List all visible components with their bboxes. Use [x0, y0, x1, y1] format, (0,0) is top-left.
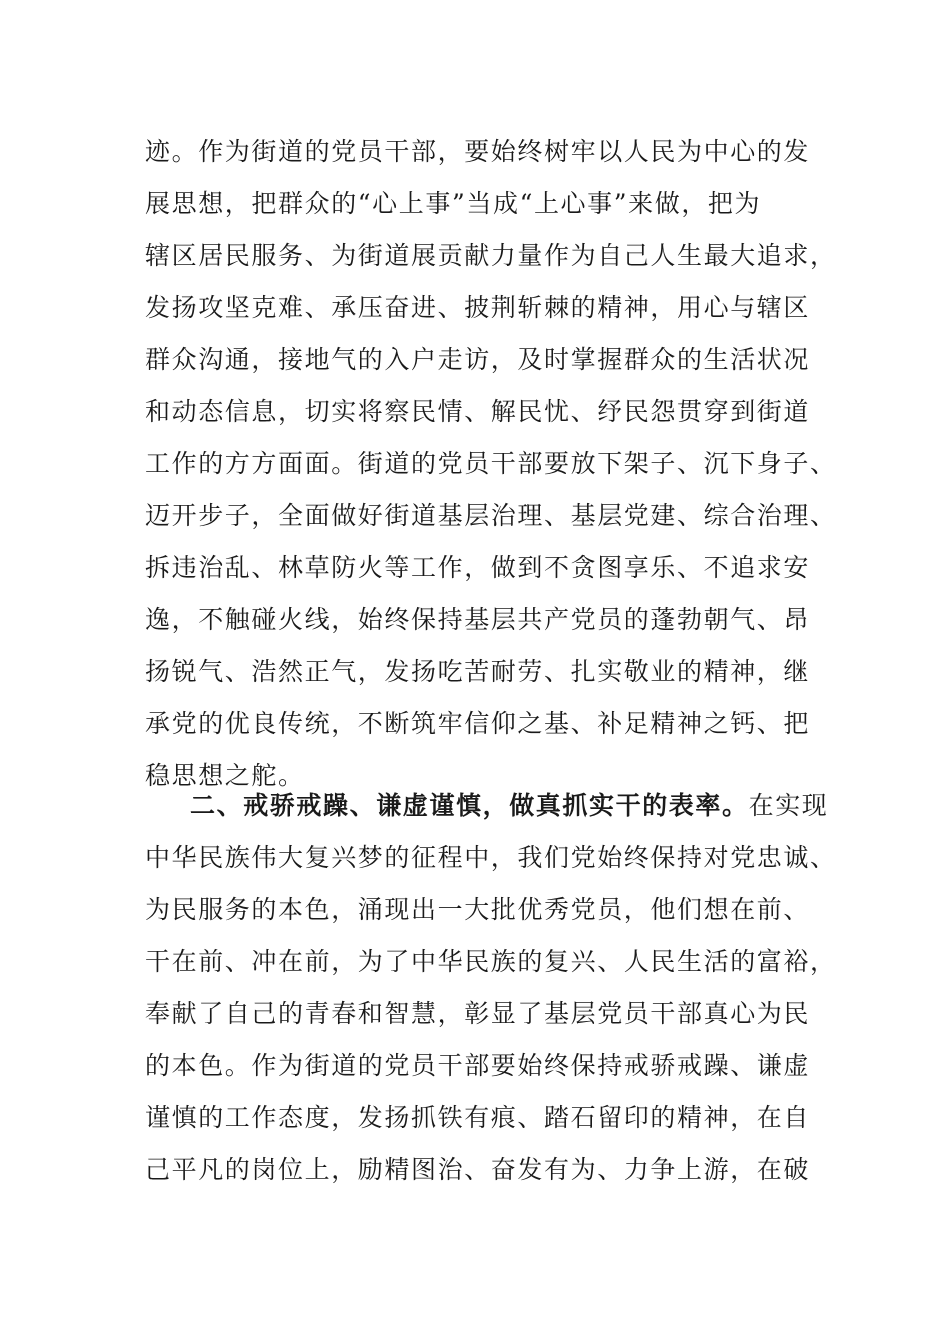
paragraph-line: 逸，不触碰火线，始终保持基层共产党员的蓬勃朝气、昂 [145, 605, 811, 634]
paragraph-line: 迈开步子，全面做好街道基层治理、基层党建、综合治理、 [145, 501, 837, 530]
paragraph-1 [145, 126, 837, 802]
paragraph-line: 为民服务的本色，涌现出一大批优秀党员，他们想在前、 [145, 895, 811, 924]
paragraph-line: 发扬攻坚克难、承压奋进、披荆斩棘的精神，用心与辖区 [145, 293, 811, 322]
section-heading: 二、戒骄戒躁、谦虚谨慎，做真抓实干的表率。 [190, 791, 749, 820]
section-heading-line [145, 780, 829, 832]
paragraph-line: 和动态信息，切实将察民情、解民忧、纾民怨贯穿到街道 [145, 397, 811, 426]
paragraph-line: 干在前、冲在前，为了中华民族的复兴、人民生活的富裕， [145, 947, 837, 976]
paragraph-line: 谨慎的工作态度，发扬抓铁有痕、踏石留印的精神，在自 [145, 1103, 811, 1132]
paragraph-line: 承党的优良传统，不断筑牢信仰之基、补足精神之钙、把 [145, 709, 811, 738]
paragraph-line: 己平凡的岗位上，励精图治、奋发有为、力争上游，在破 [145, 1155, 811, 1184]
paragraph-line: 奉献了自己的青春和智慧，彰显了基层党员干部真心为民 [145, 999, 811, 1028]
paragraph-2 [145, 780, 837, 1196]
paragraph-line: 稳思想之舵。 [145, 761, 305, 790]
paragraph-line: 迹。作为街道的党员干部，要始终树牢以人民为中心的发 [145, 137, 811, 166]
paragraph-line: 群众沟通，接地气的入户走访，及时掌握群众的生活状况 [145, 345, 811, 374]
paragraph-line: 中华民族伟大复兴梦的征程中，我们党始终保持对党忠诚、 [145, 843, 837, 872]
paragraph-line: 工作的方方面面。街道的党员干部要放下架子、沉下身子、 [145, 449, 837, 478]
heading-line-continuation: 在实现 [748, 791, 829, 820]
paragraph-line: 辖区居民服务、为街道展贡献力量作为自己人生最大追求， [145, 241, 837, 270]
paragraph-line: 展思想，把群众的“心上事”当成“上心事”来做，把为 [145, 189, 762, 218]
paragraph-line: 拆违治乱、林草防火等工作，做到不贪图享乐、不追求安 [145, 553, 811, 582]
paragraph-line: 的本色。作为街道的党员干部要始终保持戒骄戒躁、谦虚 [145, 1051, 811, 1080]
paragraph-line: 扬锐气、浩然正气，发扬吃苦耐劳、扎实敬业的精神，继 [145, 657, 811, 686]
